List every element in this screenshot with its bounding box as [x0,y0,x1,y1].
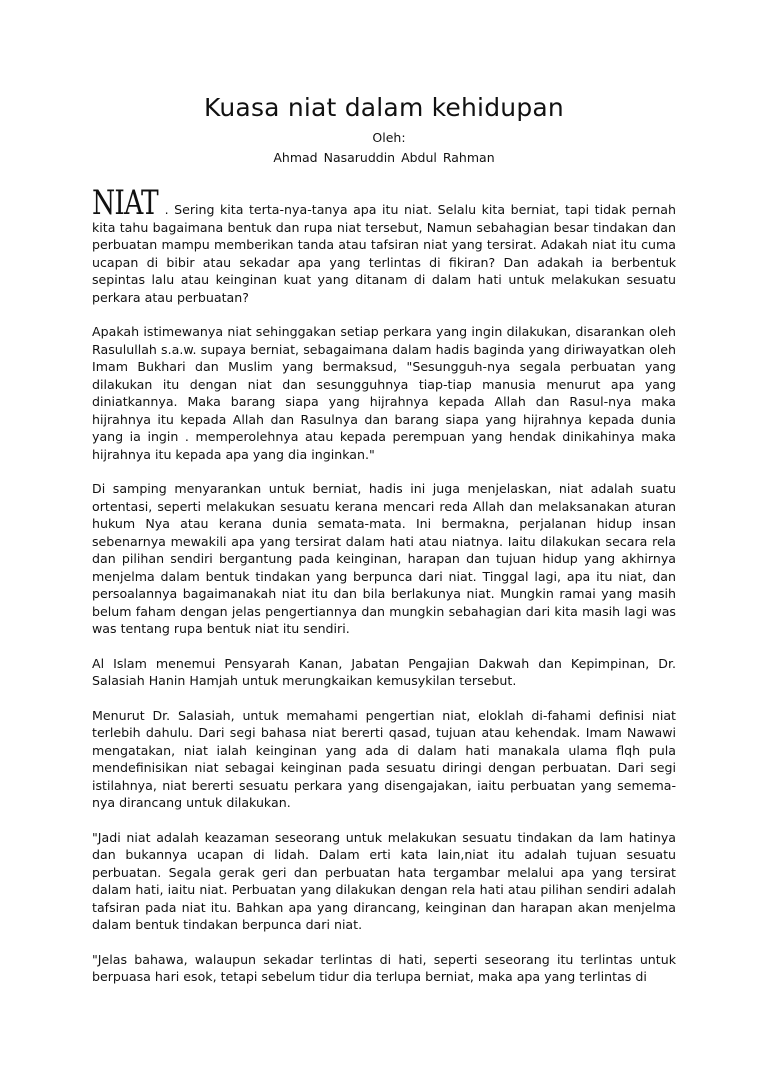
paragraph-3: Di samping menyarankan untuk berniat, hadis ini juga menjelaskan, niat adalah suatu ortentasi, seperti melakukan sesuatu kerana mencari reda Allah dan melaksanakan aturan hukum Nya atau kerana dunia semata-mata. Ini bermakna, perjalanan hidup insan sebenarnya mewakili apa yang tersirat dalam hati atau niatnya. Iaitu dilakukan secara rela dan pilihan sendiri bergantung pada keinginan, harapan dan tujuan hidup yang akhirnya menjelma dalam bentuk tindakan yang berpunca dari niat. Tinggal lagi, apa itu niat, dan persoalannya bagaimanakah niat itu dan bila berlakunya niat. Mungkin ramai yang masih belum faham dengan jelas pengertiannya dan mungkin sebahagian dari kita masih lagi was was tentang rupa bentuk niat itu sendiri. [92,481,676,636]
paragraph-1 [92,183,676,306]
paragraph-6: "Jadi niat adalah keazaman seseorang untuk melakukan sesuatu tindakan da lam hatinya dan bukannya ucapan di lidah. Dalam erti kata lain,niat itu adalah tujuan sesuatu perbuatan. Segala gerak geri dan perbuatan hata tergambar melalui apa yang tersirat dalam hati, iaitu niat. Perbuatan yang dilakukan dengan rela hati atau pilihan sendiri adalah tafsiran pada niat itu. Bahkan apa yang dirancang, keinginan dan harapan akan menjelma dalam bentuk tindakan berpunca dari niat. [92,829,676,932]
dropcap-word: NIAT [92,183,158,223]
paragraph-2: Apakah istimewanya niat sehinggakan setiap perkara yang ingin dilakukan, disarankan oleh Rasulullah s.a.w. supaya berniat, sebagaimana dalam hadis baginda yang diriwayatkan oleh Imam Bukhari dan Muslim yang bermaksud, "Sesungguh-nya segala perbuatan yang dilakukan itu dengan niat dan sesungguhnya tiap-tiap manusia menurut apa yang diniatkannya. Maka barang siapa yang hijrahnya kepada Allah dan Rasul-nya maka hijrahnya itu kepada Allah dan Rasulnya dan barang siapa yang hijrahnya kepada dunia yang ia ingin . memperolehnya atau kepada perempuan yang hendak dinikahinya maka hijrahnya itu kepada apa yang dia inginkan." [92,324,676,462]
paragraph-7: "Jelas bahawa, walaupun sekadar terlintas di hati, seperti seseorang itu terlintas untuk berpuasa hari esok, tetapi sebelum tidur dia terlupa berniat, maka apa yang terlintas di [92,951,676,984]
paragraph-5: Menurut Dr. Salasiah, untuk memahami pengertian niat, eloklah di-fahami definisi niat terlebih dahulu. Dari segi bahasa niat bererti qasad, tujuan atau kehendak. Imam Nawawi mengatakan, niat ialah keinginan yang ada di dalam hati manakala ulama flqh pula mendefinisikan niat sebagai keinginan pada sesuatu diringi dengan perbuatan. Dari segi istilahnya, niat bererti sesuatu perkara yang disengajakan, iaitu perbuatan yang semema-nya dirancang untuk dilakukan. [92,707,676,810]
author-name: Ahmad Nasaruddin Abdul Rahman [273,150,495,165]
article-body [92,183,676,986]
paragraph-4: Al Islam menemui Pensyarah Kanan, Jabatan Pengajian Dakwah dan Kepimpinan, Dr. Salasiah Hanin Hamjah untuk merungkaikan kemusykilan tersebut. [92,655,676,688]
paragraph-1-text: . Sering kita terta-nya-tanya apa itu niat. Selalu kita berniat, tapi tidak pernah kita tahu bagaimana bentuk dan rupa niat tersebut, Namun sebahagian besar tindakan dan perbuatan mampu memberikan tanda atau tafsiran niat yang tersirat. Adakah niat itu cuma ucapan di bibir atau sekadar apa yang terlintas di fikiran? Dan adakah ia berbentuk sepintas lalu atau keinginan kuat yang ditanam di dalam hati untuk melakukan sesuatu perkara atau perbuatan? [92,202,676,305]
document-title: Kuasa niat dalam kehidupan [204,93,564,122]
byline-label: Oleh: [372,130,406,145]
